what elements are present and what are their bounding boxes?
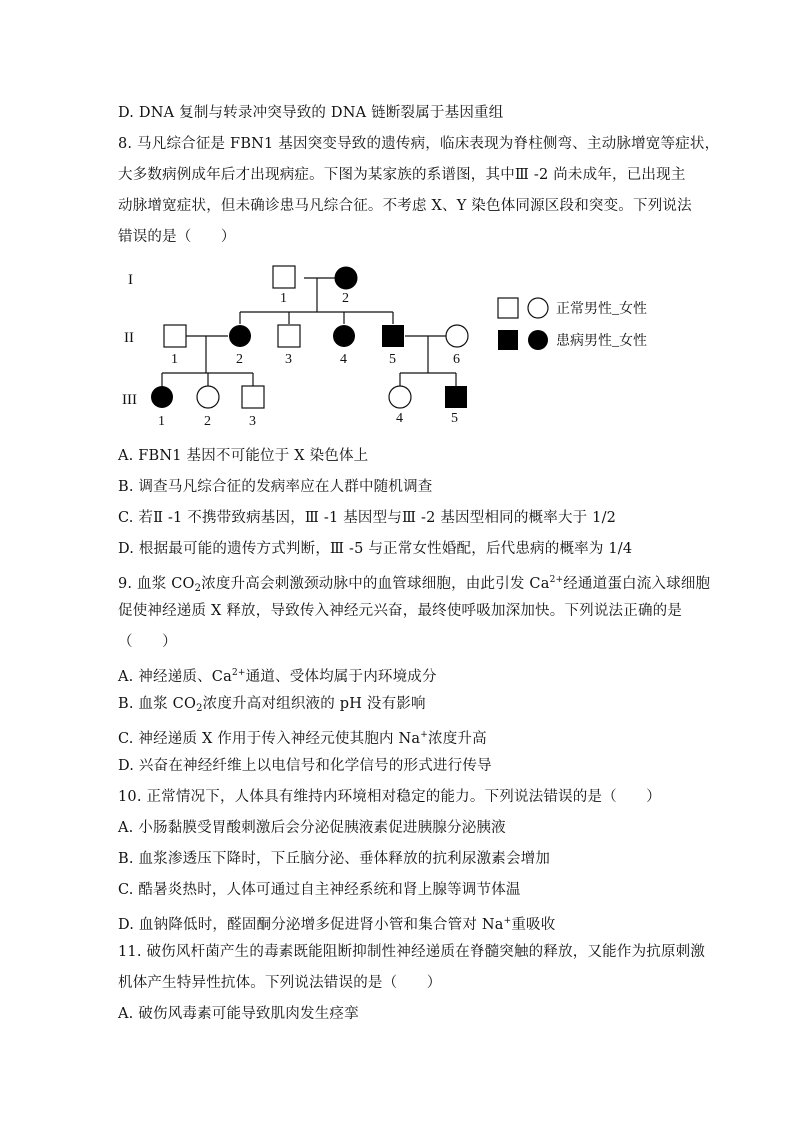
q8-option-a: A. FBN1 基因不可能位于 X 染色体上 (118, 448, 369, 464)
gen2-num-2: 2 (236, 352, 243, 367)
q9-stem-line3: （ ） (118, 634, 177, 650)
gen1-female-2-affected (335, 267, 357, 289)
gen2-male-3-normal (278, 325, 300, 347)
legend-affected-male-icon (498, 330, 518, 350)
legend-normal-female-icon (528, 298, 548, 318)
q8-stem-line2: 大多数病例成年后才出现病症。下图为某家族的系谱图，其中Ⅲ -2 尚未成年，已出现主 (118, 167, 686, 183)
q7-option-d: D. DNA 复制与转录冲突导致的 DNA 链断裂属于基因重组 (118, 105, 504, 121)
gen2-num-6: 6 (453, 352, 460, 367)
gen3-female-4-normal (389, 386, 411, 408)
gen1-num-2: 2 (342, 291, 349, 306)
q8-option-c: C. 若Ⅱ -1 不携带致病基因，Ⅲ -1 基因型与Ⅲ -2 基因型相同的概率大于 1/2 (118, 510, 617, 526)
q10-option-a: A. 小肠黏膜受胃酸刺激后会分泌促胰液素促进胰腺分泌胰液 (118, 820, 506, 836)
gen3-female-2-normal (197, 386, 219, 408)
gen2-male-5-affected (382, 325, 404, 347)
q8-stem-line4: 错误的是（ ） (118, 229, 236, 245)
q9-stem-line2: 促使神经递质 X 释放，导致传入神经元兴奋，最终使呼吸加深加快。下列说法正确的是 (118, 603, 683, 619)
gen1-male-1-normal (273, 266, 295, 288)
gen2-female-4-affected (333, 325, 355, 347)
legend-affected-female-icon (528, 330, 548, 350)
pedigree-chart (118, 258, 678, 436)
gen3-num-4: 4 (396, 411, 403, 426)
gen3-female-1-affected (151, 386, 173, 408)
q11-stem-line2: 机体产生特异性抗体。下列说法错误的是（ ） (118, 975, 442, 991)
q8-stem-line3: 动脉增宽症状，但未确诊患马凡综合征。不考虑 X、Y 染色体同源区段和突变。下列说法 (118, 198, 692, 214)
q11-option-a: A. 破伤风毒素可能导致肌肉发生痉挛 (118, 1006, 359, 1022)
q10-option-d: D. 血钠降低时，醛固酮分泌增多促进肾小管和集合管对 Na+重吸收 (118, 916, 556, 933)
gen-label-3: III (122, 392, 137, 408)
q8-option-d: D. 根据最可能的遗传方式判断，Ⅲ -5 与正常女性婚配，后代患病的概率为 1/4 (118, 541, 633, 557)
gen1-num-1: 1 (280, 291, 287, 306)
gen3-num-1: 1 (158, 414, 165, 429)
gen3-male-5-affected (445, 386, 467, 408)
q11-stem-line1: 11. 破伤风杆菌产生的毒素既能阻断抑制性神经递质在脊髓突触的释放，又能作为抗原刺激 (118, 944, 706, 960)
q9-option-d: D. 兴奋在神经纤维上以电信号和化学信号的形式进行传导 (118, 758, 492, 774)
q9-option-b: B. 血浆 $CO_2$浓度升高对组织液的 pH 没有影响 (118, 696, 426, 714)
gen2-num-1: 1 (171, 352, 178, 367)
gen-label-1: I (128, 272, 133, 288)
gen2-num-3: 3 (285, 352, 292, 367)
q8-option-b: B. 调查马凡综合征的发病率应在人群中随机调查 (118, 479, 433, 495)
q8-stem-line1: 8. 马凡综合征是 FBN1 基因突变导致的遗传病，临床表现为脊柱侧弯、主动脉增宽等症状， (118, 136, 720, 152)
q10-option-b: B. 血浆渗透压下降时，下丘脑分泌、垂体释放的抗利尿激素会增加 (118, 851, 551, 867)
legend-normal-male-icon (498, 298, 518, 318)
q10-option-c: C. 酷暑炎热时，人体可通过自主神经系统和肾上腺等调节体温 (118, 882, 521, 898)
gen-label-2: II (124, 330, 134, 346)
q9-option-c: C. 神经递质 X 作用于传入神经元使其胞内 Na+浓度升高 (118, 730, 487, 747)
gen2-female-2-affected (229, 325, 251, 347)
q9-option-a: A. 神经递质、$Ca^{2+}$通道、受体均属于内环境成分 (118, 668, 437, 685)
gen2-male-1-normal (164, 325, 186, 347)
gen3-male-3-normal (242, 386, 264, 408)
gen3-num-2: 2 (204, 414, 211, 429)
gen2-female-6-normal (446, 325, 468, 347)
gen3-num-3: 3 (249, 414, 256, 429)
legend-affected-label: 患病男性_女性 (556, 334, 647, 349)
gen3-num-5: 5 (451, 411, 458, 426)
legend-normal-label: 正常男性_女性 (556, 302, 647, 317)
q9-stem-line1: 9. 血浆 $CO_2$浓度升高会刺激颈动脉中的血管球细胞，由此引发 $Ca^{2+}$经通道蛋白流入球细胞 (118, 575, 711, 594)
gen2-num-5: 5 (389, 352, 396, 367)
q10-stem: 10. 正常情况下，人体具有维持内环境相对稳定的能力。下列说法错误的是（ ） (118, 789, 661, 805)
gen2-num-4: 4 (340, 352, 347, 367)
